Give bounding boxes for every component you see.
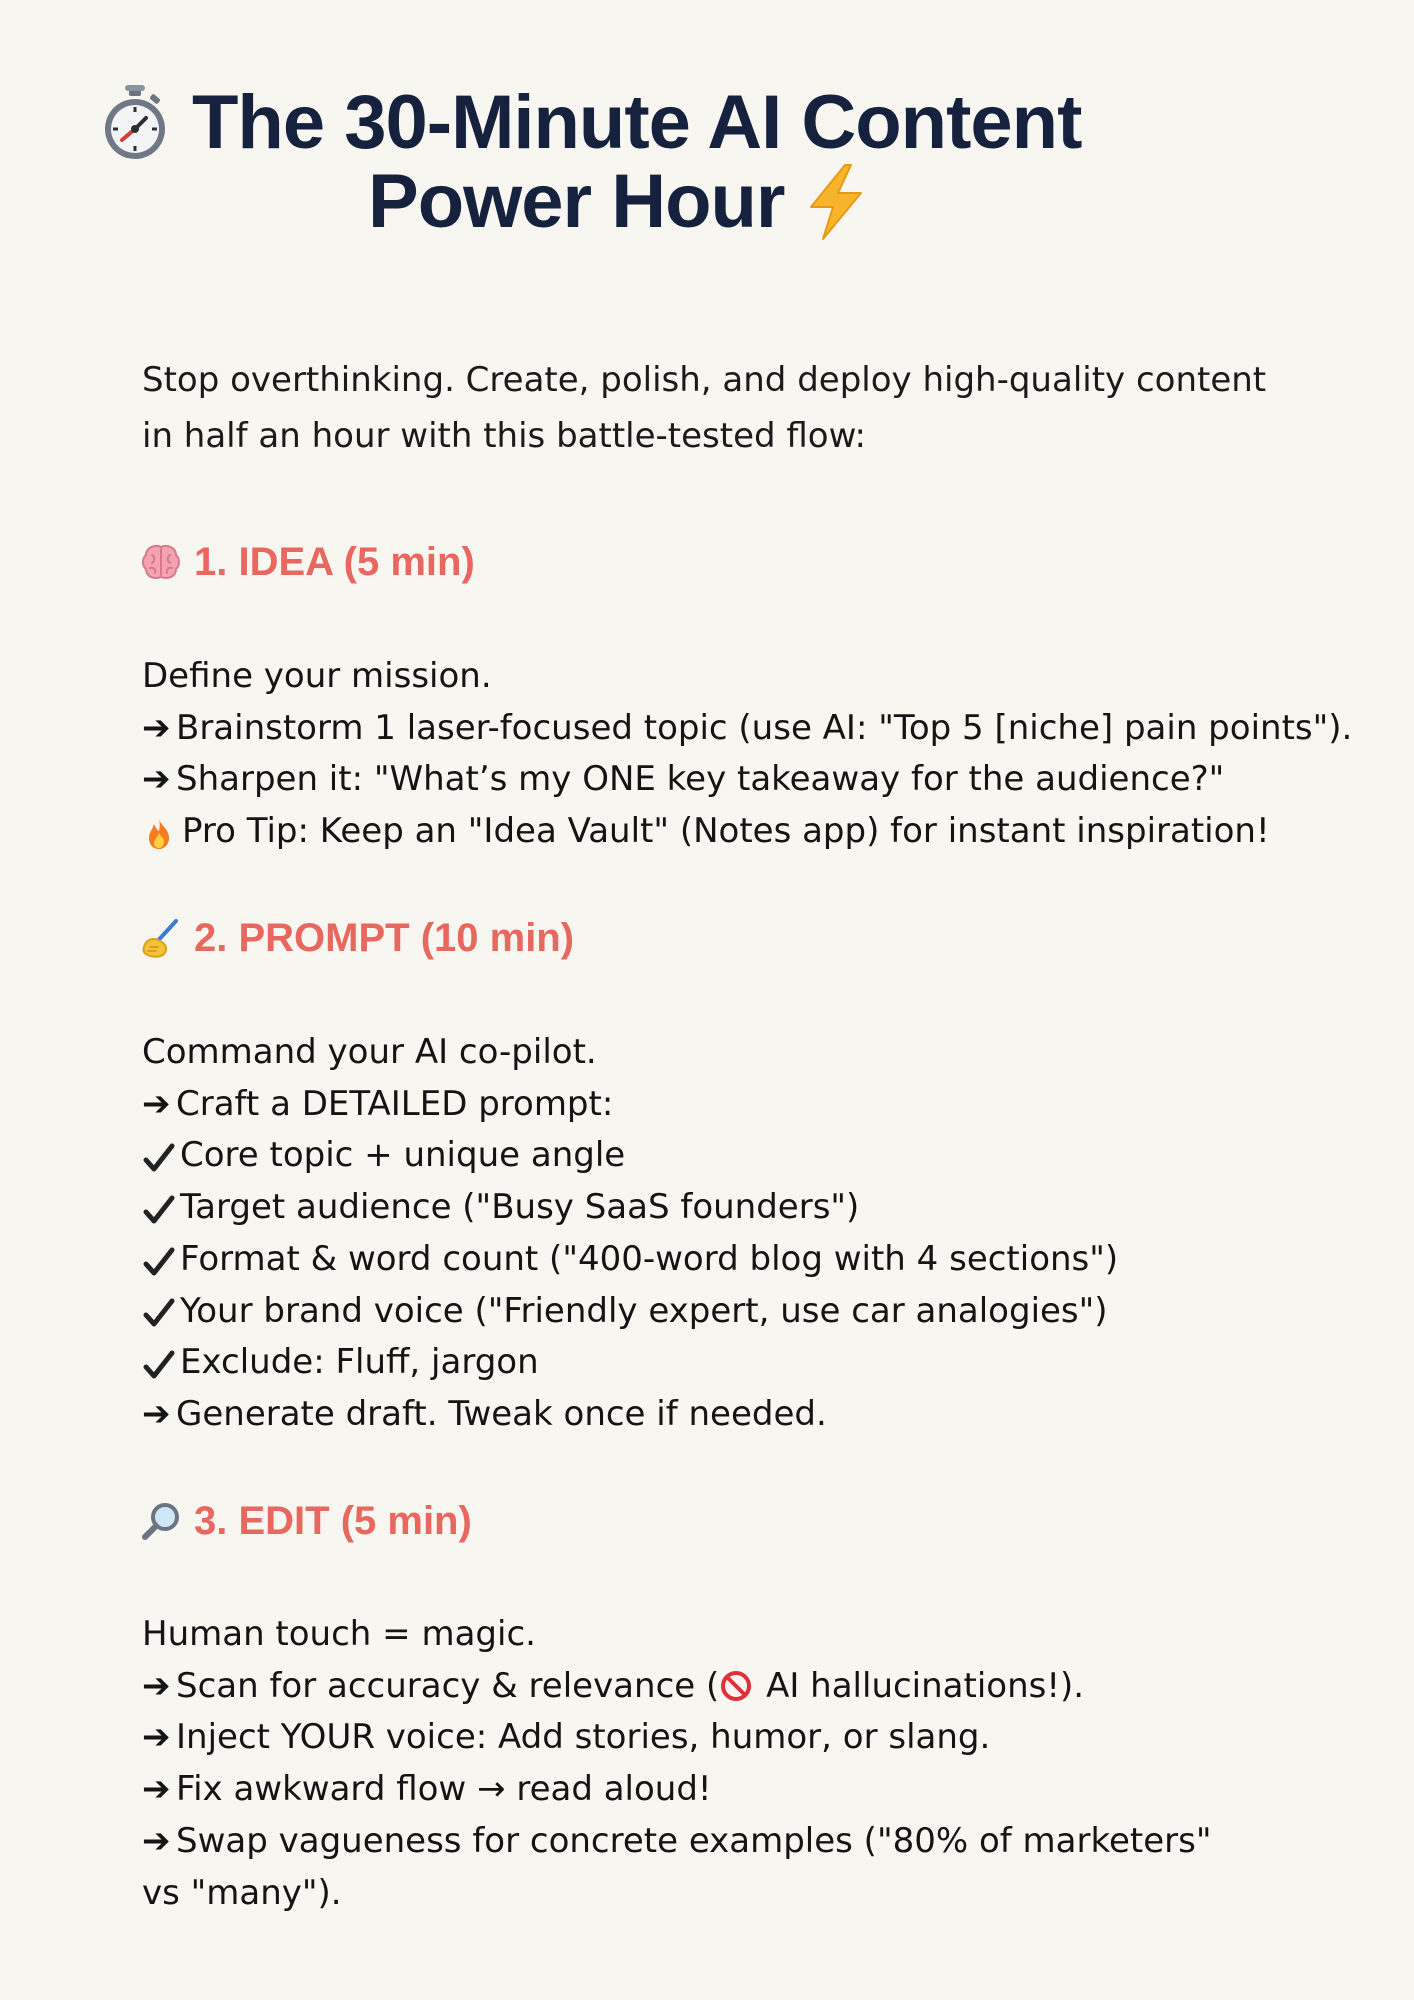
brain-icon: [140, 541, 182, 583]
list-item-text: Fix awkward flow → read aloud!: [176, 1769, 712, 1810]
scan-text-before: Scan for accuracy & relevance (: [176, 1665, 720, 1706]
check-item-text: Core topic + unique angle: [180, 1135, 626, 1176]
prohibited-icon: [719, 1667, 753, 1701]
arrow-icon: ➔: [142, 1820, 171, 1861]
list-item-text: Sharpen it: "What’s my ONE key takeaway for the audience?": [176, 759, 1225, 800]
section-body-prompt: [142, 1027, 1342, 1441]
list-item: [142, 1712, 1342, 1764]
list-item-text: [176, 1661, 1084, 1713]
list-item: [142, 1764, 1342, 1816]
check-mark-icon: [142, 1191, 176, 1225]
pro-tip-text: Pro Tip: Keep an "Idea Vault" (Notes app) for instant inspiration!: [182, 811, 1270, 852]
check-mark-icon: [142, 1294, 176, 1328]
section-lead: Command your AI co-pilot.: [142, 1032, 597, 1072]
list-item: [142, 703, 1353, 755]
title-line-2: [100, 159, 1250, 244]
arrow-icon: ➔: [142, 1769, 171, 1810]
arrow-icon: ➔: [142, 1083, 171, 1124]
intro-line-2: in half an hour with this battle-tested flow:: [142, 416, 867, 456]
section-body-idea: [142, 651, 1353, 858]
check-item: [142, 1286, 1342, 1338]
title-text-2: Power Hour: [368, 159, 785, 244]
arrow-icon: ➔: [142, 1393, 171, 1434]
check-item-text: Format & word count ("400-word blog with 4 sections"): [180, 1238, 1119, 1279]
section-body-edit: [142, 1609, 1342, 1919]
list-item: [142, 754, 1342, 806]
check-item-text: Exclude: Fluff, jargon: [180, 1342, 539, 1383]
check-mark-icon: [142, 1243, 176, 1277]
section-heading-text: 1. IDEA (5 min): [194, 540, 475, 584]
arrow-icon: ➔: [142, 759, 171, 800]
pro-tip: [142, 806, 1342, 858]
lightning-icon: [801, 163, 871, 241]
check-item: [142, 1337, 1342, 1389]
writing-hand-icon: [140, 917, 182, 959]
section-heading-text: 2. PROMPT (10 min): [194, 916, 575, 960]
arrow-icon: ➔: [142, 1717, 171, 1758]
fire-icon: [142, 815, 176, 849]
intro-paragraph: [142, 352, 1302, 464]
check-item-text: Target audience ("Busy SaaS founders"): [180, 1187, 860, 1228]
section-heading-prompt: [140, 910, 574, 966]
magnifying-glass-icon: [140, 1500, 182, 1542]
section-lead: Define your mission.: [142, 656, 492, 696]
list-item-text: Brainstorm 1 laser-focused topic (use AI: "Top 5 [niche] pain points").: [176, 707, 1353, 748]
section-heading-edit: [140, 1493, 472, 1549]
check-mark-icon: [142, 1346, 176, 1380]
title-line-1: [100, 78, 1250, 168]
list-item-text: Swap vagueness for concrete examples ("80% of marketers" vs "many").: [142, 1820, 1212, 1913]
check-mark-icon: [142, 1139, 176, 1173]
arrow-icon: ➔: [142, 1665, 171, 1706]
list-item: [142, 1661, 1342, 1713]
check-item: [142, 1130, 1342, 1182]
section-lead: Human touch = magic.: [142, 1614, 536, 1654]
list-item-text: Craft a DETAILED prompt:: [176, 1083, 614, 1124]
check-item: [142, 1182, 1342, 1234]
check-item: [142, 1234, 1342, 1286]
section-heading-idea: [140, 534, 475, 590]
list-item: [142, 1389, 1342, 1441]
arrow-icon: ➔: [142, 707, 171, 748]
stopwatch-icon: [100, 84, 170, 162]
page-title: [100, 78, 1250, 242]
intro-line-1: Stop overthinking. Create, polish, and deploy high-quality content: [142, 360, 1267, 400]
check-item-text: Your brand voice ("Friendly expert, use car analogies"): [180, 1290, 1108, 1331]
list-item-text: Generate draft. Tweak once if needed.: [176, 1393, 827, 1434]
title-text-1: The 30-Minute AI Content: [192, 80, 1082, 165]
list-item: [142, 1079, 1342, 1131]
list-item-text: Inject YOUR voice: Add stories, humor, or slang.: [176, 1717, 991, 1758]
section-heading-text: 3. EDIT (5 min): [194, 1499, 472, 1543]
scan-text-after: AI hallucinations!).: [755, 1665, 1085, 1706]
list-item: [142, 1816, 1242, 1919]
